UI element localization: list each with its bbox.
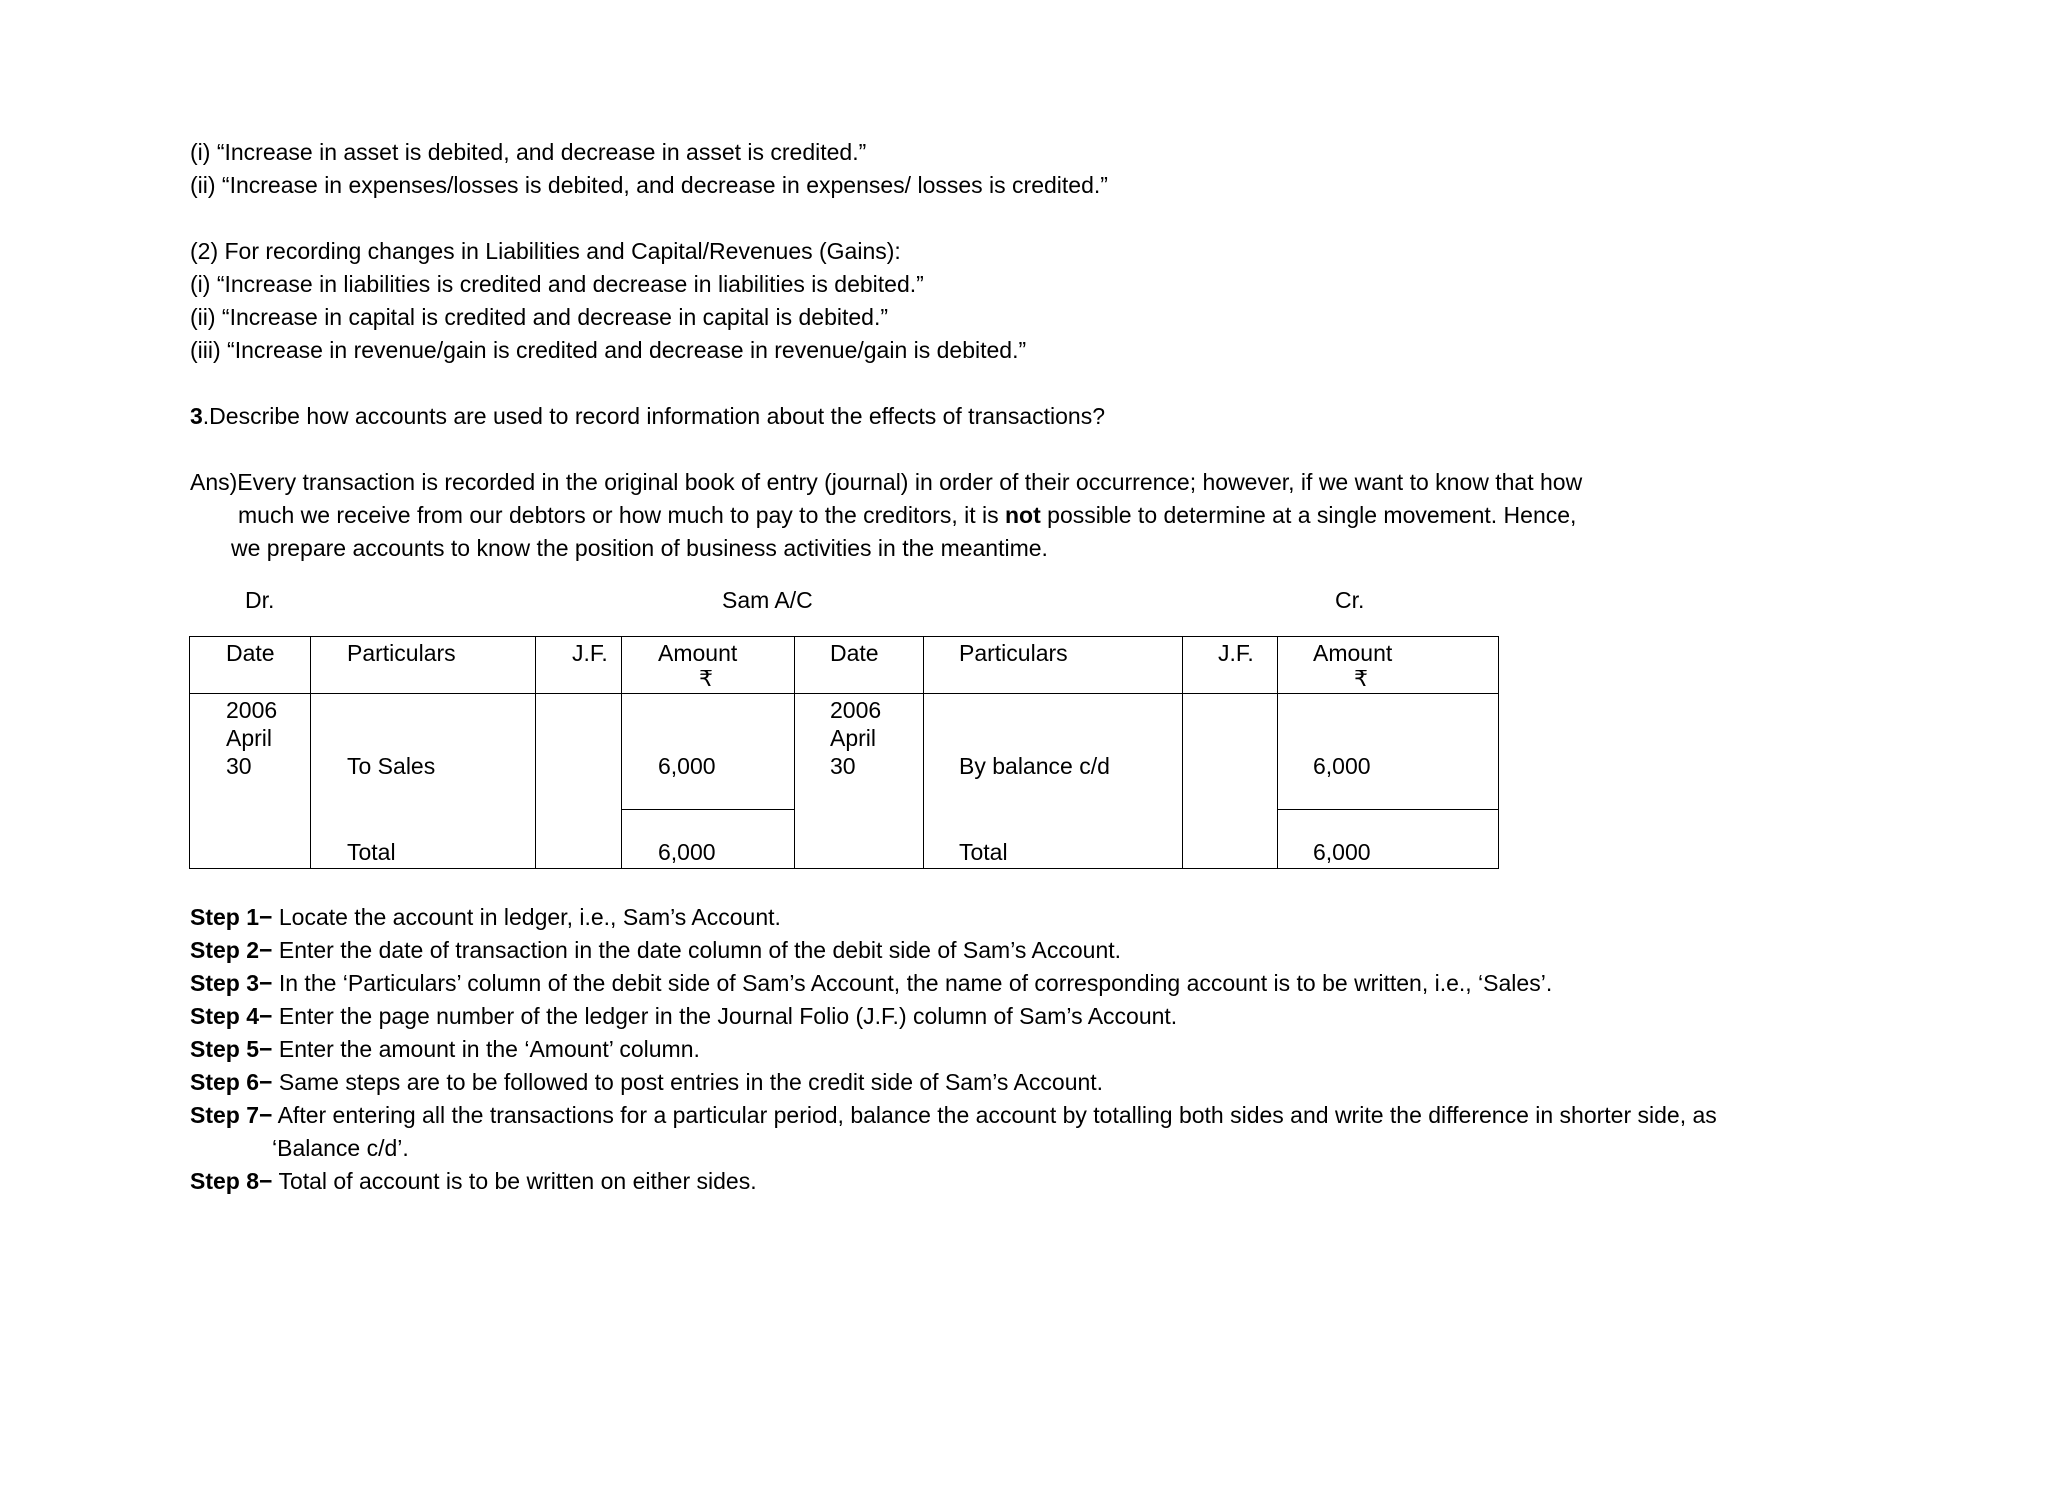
ledger-header-row [190, 637, 1499, 694]
credit-particular: By balance c/d [959, 753, 1110, 779]
debit-total: 6,000 [658, 839, 716, 865]
credit-month: April [830, 725, 877, 751]
answer-line-2-post: possible to determine at a single movement. Hence, [1040, 502, 1577, 528]
debit-amount-header: Amount ₹ [622, 637, 795, 694]
sam-account-ledger [189, 636, 1499, 869]
credit-jf-cell [1183, 694, 1278, 869]
rule-liabilities: (i) “Increase in liabilities is credited and decrease in liabilities is debited.” [190, 271, 924, 297]
debit-particulars-cell [311, 694, 536, 869]
credit-year: 2006 [830, 697, 882, 723]
step-5: Step 5− Enter the amount in the ‘Amount’ column. [190, 1036, 700, 1062]
section2-heading: (2) For recording changes in Liabilities and Capital/Revenues (Gains): [190, 238, 901, 264]
debit-date-header: Date [190, 637, 311, 694]
step-6: Step 6− Same steps are to be followed to post entries in the credit side of Sam’s Account. [190, 1069, 1104, 1095]
answer-emphasis: not [1005, 502, 1041, 528]
debit-jf-cell [536, 694, 622, 869]
credit-day: 30 [830, 753, 856, 779]
ledger-entry-row [190, 694, 1499, 869]
debit-date-cell [190, 694, 311, 869]
step-1: Step 1− Locate the account in ledger, i.e., Sam’s Account. [190, 904, 781, 930]
credit-amount-cell [1278, 694, 1499, 869]
step-3: Step 3− In the ‘Particulars’ column of the debit side of Sam’s Account, the name of corresponding account is to be written, i.e., ‘Sales’. [190, 970, 1553, 996]
debit-particulars-header: Particulars [311, 637, 536, 694]
step-4: Step 4− Enter the page number of the ledger in the Journal Folio (J.F.) column of Sam’s Account. [190, 1003, 1178, 1029]
debit-amount: 6,000 [658, 753, 716, 779]
debit-day: 30 [226, 753, 252, 779]
debit-jf-header: J.F. [536, 637, 622, 694]
answer-line-2 [238, 501, 1576, 529]
rule-expenses: (ii) “Increase in expenses/losses is debited, and decrease in expenses/ losses is credited.” [190, 172, 1108, 198]
debit-month: April [226, 725, 273, 751]
credit-date-cell [795, 694, 924, 869]
question-number: 3 [190, 403, 203, 429]
credit-jf-header: J.F. [1183, 637, 1278, 694]
credit-particulars-cell [924, 694, 1183, 869]
rule-asset: (i) “Increase in asset is debited, and decrease in asset is credited.” [190, 139, 867, 165]
step-7-continuation: ‘Balance c/d’. [272, 1135, 409, 1161]
credit-date-header: Date [795, 637, 924, 694]
debit-total-divider [622, 809, 794, 810]
credit-total-label: Total [959, 839, 1008, 865]
answer-line-1: Ans)Every transaction is recorded in the original book of entry (journal) in order of their occurrence; however, if we want to know that how [190, 469, 1583, 495]
question-text: .Describe how accounts are used to record information about the effects of transactions? [202, 403, 1105, 429]
step-2: Step 2− Enter the date of transaction in the date column of the debit side of Sam’s Account. [190, 937, 1122, 963]
debit-particular: To Sales [347, 753, 436, 779]
credit-particulars-header: Particulars [924, 637, 1183, 694]
debit-total-label: Total [347, 839, 396, 865]
ledger-title: Sam A/C [722, 587, 813, 613]
step-7: Step 7− After entering all the transactions for a particular period, balance the account by totalling both sides and write the difference in shorter side, as [190, 1102, 1717, 1128]
credit-total: 6,000 [1313, 839, 1371, 865]
rupee-icon: ₹ [699, 666, 713, 691]
debit-year: 2006 [226, 697, 278, 723]
rule-revenue: (iii) “Increase in revenue/gain is credited and decrease in revenue/gain is debited.” [190, 337, 1027, 363]
question-3 [190, 402, 1105, 430]
answer-line-2-pre: much we receive from our debtors or how much to pay to the creditors, it is [238, 502, 1005, 528]
answer-line-3: we prepare accounts to know the position of business activities in the meantime. [231, 535, 1048, 561]
rule-capital: (ii) “Increase in capital is credited and decrease in capital is debited.” [190, 304, 889, 330]
credit-amount: 6,000 [1313, 753, 1371, 779]
credit-label: Cr. [1335, 587, 1365, 613]
step-8: Step 8− Total of account is to be written on either sides. [190, 1168, 757, 1194]
credit-total-divider [1278, 809, 1498, 810]
rupee-icon: ₹ [1354, 666, 1368, 691]
debit-label: Dr. [245, 587, 275, 613]
debit-amount-cell [622, 694, 795, 869]
credit-amount-header: Amount ₹ [1278, 637, 1499, 694]
